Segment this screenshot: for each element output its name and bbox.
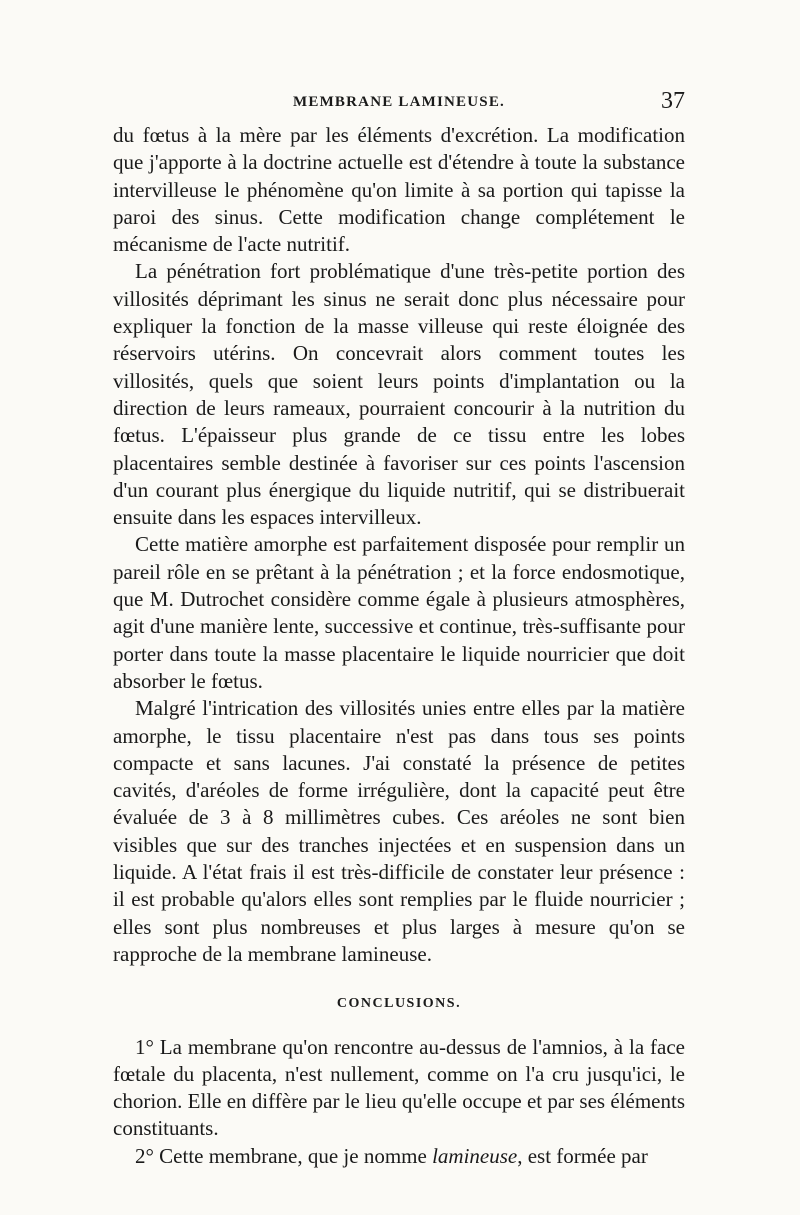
conclusion-text-2-after: , est formée par <box>517 1143 648 1168</box>
conclusions-heading: CONCLUSIONS. <box>336 996 462 1012</box>
conclusion-term-lamineuse: lamineuse <box>432 1143 518 1168</box>
book-page <box>113 88 685 1170</box>
conclusion-text-2-before: Cette membrane, que je nomme <box>159 1143 433 1168</box>
conclusion-item-2 <box>113 1143 685 1170</box>
conclusion-text-1: La membrane qu'on rencontre au-dessus de l'amnios, à la face fœtale du placenta, n'est nullement, comme on l'a cru jusqu'ici, le chorion. Elle en diffère par le lieu qu'elle occupe et par ses éléments constituants. <box>113 1034 686 1141</box>
running-title: MEMBRANE LAMINEUSE. <box>293 94 505 110</box>
conclusion-item-1 <box>113 1034 685 1143</box>
paragraph-continuation: du fœtus à la mère par les éléments d'excrétion. La modification que j'apporte à la doctrine actuelle est d'étendre à toute la substance intervilleuse le phénomène qu'on limite à sa portion qui tapisse la paroi des sinus. Cette modification change complétement le mécanisme de l'acte nutritif. <box>113 123 685 257</box>
conclusion-number-2: 2° <box>135 1143 154 1168</box>
conclusion-number-1: 1° <box>135 1034 154 1059</box>
paragraph-matiere-amorphe: Cette matière amorphe est parfaitement disposée pour remplir un pareil rôle en se prêtant à la pénétration ; et la force endosmotique, que M. Dutrochet considère comme égale à plusieurs atmosphères, agit d'une manière lente, successive et continue, très-suffisante pour porter dans toute la masse placentaire le liquide nourricier que doit absorber le fœtus. <box>113 532 685 693</box>
paragraph-penetration: La pénétration fort problématique d'une très-petite portion des villosités déprimant les sinus ne serait donc plus nécessaire pour expliquer la fonction de la masse villeuse qui reste éloignée des réservoirs utérins. On concevrait alors comment toutes les villosités, quels que soient leurs points d'implantation ou la direction de leurs rameaux, pourraient concourir à la nutrition du fœtus. L'épaisseur plus grande de ce tissu entre les lobes placentaires semble destinée à favoriser sur ces points l'ascension d'un courant plus énergique du liquide nutritif, qui se distribuerait ensuite dans les espaces intervilleux. <box>113 259 685 530</box>
body-text <box>113 122 685 1170</box>
running-header <box>113 88 685 122</box>
page-number: 37 <box>661 88 685 114</box>
paragraph-intrication: Malgré l'intrication des villosités unies entre elles par la matière amorphe, le tissu placentaire n'est pas dans tous ses points compacte et sans lacunes. J'ai constaté la présence de petites cavités, d'aréoles de forme irrégulière, dont la capacité peut être évaluée de 3 à 8 millimètres cubes. Ces aréoles ne sont bien visibles que sur des tranches injectées et en suspension dans un liquide. A l'état frais il est très-difficile de constater leur présence : il est probable qu'alors elles sont remplies par le fluide nourricier ; elles sont plus nombreuses et plus larges à mesure qu'on se rapproche de la membrane lamineuse. <box>113 696 685 966</box>
